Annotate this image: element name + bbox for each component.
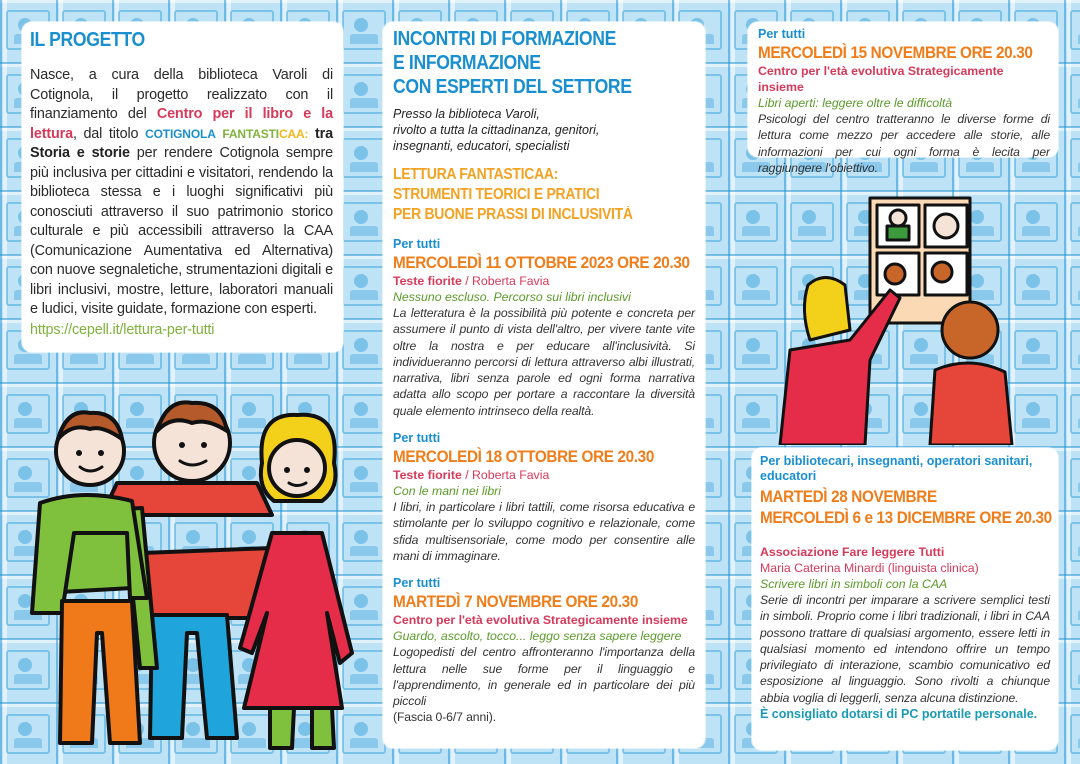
pictogram-tile [1070,714,1080,754]
project-description: Nasce, a cura della biblioteca Varoli di Cotignola, il progetto realizzato con il finanziamento del Centro per il libro e la lettura, dal titolo COTIGNOLA FANTASTICAA: tra Storia e storie per rendere Cotignola sempre più inclusiva per cittadini e visitatori, rendendo la biblioteca stessa e i luoghi significativi più conosciuti attraverso il suo patrimonio storico culturale e più accessibili attraverso la CAA (Comunicazione Aumentativa ed Alternativa) con nuove segnaletiche, strumentazioni digitali e libri inclusivi, mostre, letture, laboratori manuali e ludici, visite guidate, formazione con esperti. https://cepell.it/lettura-per-tutti [30,66,333,340]
events-title-line3: CON ESPERTI DEL SETTORE [393,76,632,98]
pictogram-tile [342,74,386,114]
event-organizer: Teste fiorite / Roberta Favia [393,274,550,288]
event-organizer: Centro per l'età evolutiva Strategicamente insieme [758,64,1004,94]
pictogram-tile [1070,330,1080,370]
event-subtitle: Con le mani nei libri [393,484,501,499]
event-description: Serie di incontri per imparare a scrivere semplici testi in simboli. Proprio come i libri tradizionali, i libri in CAA possono trattare di qualsiasi argomento, essere letti in qualsiasi momento ed intendono offrire un tempo privilegiato di interazione, scambio comunicativo ed esposizione al linguaggio. Sono rivolti a chiunque abbia voglia di leggerli, senza alcuna distinzione. [760,593,1050,705]
event-subtitle: Guardo, ascolto, tocco... leggo senza sapere leggere [393,629,682,644]
project-link[interactable]: https://cepell.it/lettura-per-tutti [30,321,215,338]
event-note: È consigliato dotarsi di PC portatile personale. [760,707,1038,722]
event-subtitle: Nessuno escluso. Percorso sui libri inclusivi [393,290,631,304]
event-audience: Per tutti [393,431,441,446]
pictogram-tile [1070,266,1080,306]
event-audience: Per tutti [393,576,441,591]
event-speaker: Maria Caterina Minardi (linguista clinica) [760,561,979,575]
event-description: Psicologi del centro tratteranno le diverse forme di lettura come mezzo per accedere alle storie, alle informazioni per cui ogni forma è lecita per raggiungere l'obiettivo. [758,112,1050,175]
pictogram-tile [1070,138,1080,178]
event-date-line1: MARTEDÌ 28 NOVEMBRE [760,487,937,506]
pictogram-tile [1070,458,1080,498]
event-subtitle: Scrivere libri in simboli con la CAA [760,577,948,591]
caa-symbol-board-illustration [770,190,1040,445]
event-organizer: Associazione Fare leggere Tutti [760,545,945,559]
event-audience: Per bibliotecari, insegnanti, operatori sanitari, educatori [760,454,1033,483]
project-title: IL PROGETTO [30,29,145,51]
event-date-line2: MERCOLEDÌ 6 e 13 DICEMBRE ORE 20.30 [760,508,1052,527]
event-age-range: (Fascia 0-6/7 anni). [393,710,496,725]
brand-caa: CAA: [278,126,309,141]
event-description: Logopedisti del centro affronteranno l'importanza della lettura nelle sue forme per il linguaggio e l'apprendimento, in generale ed in particolare dei più piccoli [393,645,695,709]
pictogram-tile [1070,74,1080,114]
event-organizer: Centro per l'età evolutiva Strategicamente insieme [393,613,688,628]
event-date: MARTEDÌ 7 NOVEMBRE ORE 20.30 [393,592,638,612]
theme-heading: LETTURA FANTASTICAA: STRUMENTI TEORICI E PRATICI PER BUONE PRASSI DI INCLUSIVITÀ [393,166,633,223]
brand-subtitle: tra Storia e storie [30,125,333,161]
event-description: I libri, in particolare i libri tattili, come risorsa educativa e stimolante per lo sviluppo cognitivo e relazionale, come sfida multisensoriale, come modo per consentire alle mani di immaginare. [393,500,695,563]
project-card [22,22,343,352]
pictogram-tile [342,138,386,178]
event-15-novembre-card [748,22,1058,175]
pictogram-tile [1070,202,1080,242]
events-card [383,22,705,748]
pictogram-tile [342,266,386,306]
events-intro: Presso la biblioteca Varoli, rivolto a tutta la cittadinanza, genitori, insegnanti, educatori, specialisti [393,107,600,153]
pictogram-tile [342,202,386,242]
pictogram-tile [1070,10,1080,50]
event-audience: Per tutti [758,27,806,41]
event-7-novembre [393,576,695,725]
event-18-ottobre [393,431,695,564]
pictogram-tile [342,330,386,370]
pictogram-tile [1070,650,1080,690]
pictogram-tile [1070,522,1080,562]
event-subtitle: Libri aperti: leggere oltre le difficoltà [758,96,953,110]
brand-cotignola: COTIGNOLA [145,126,216,141]
event-dicembre-card [752,448,1058,750]
events-title-line1: INCONTRI DI FORMAZIONE [393,28,617,50]
event-description: La letteratura è la possibilità più potente e concreta per assumere il punto di vista dell'altro, per vivere tante vite oltre la nostra e per educare all'inclusività. Si individueranno percorsi di lettura attraverso albi illustrati, narrativa, libri senza parole ed ogni forma narrativa adatta allo scopo per portare a raccontare la diversità quale elemento intrinseco della realtà. [393,306,695,418]
event-11-ottobre [393,237,695,419]
pictogram-tile [342,10,386,50]
events-title-line2: E INFORMAZIONE [393,52,541,74]
three-friends-illustration [22,383,362,753]
event-date: MERCOLEDÌ 15 NOVEMBRE ORE 20.30 [758,43,1033,62]
event-date: MERCOLEDÌ 18 OTTOBRE ORE 20.30 [393,447,654,467]
brand-fantasti: FANTASTI [222,126,279,141]
pictogram-tile [1070,586,1080,626]
event-audience: Per tutti [393,237,441,251]
event-organizer: Teste fiorite / Roberta Favia [393,468,550,483]
funder-name: Centro per il libro e la lettura [30,106,333,142]
event-date: MERCOLEDÌ 11 OTTOBRE 2023 ORE 20.30 [393,253,690,272]
pictogram-tile [1070,394,1080,434]
